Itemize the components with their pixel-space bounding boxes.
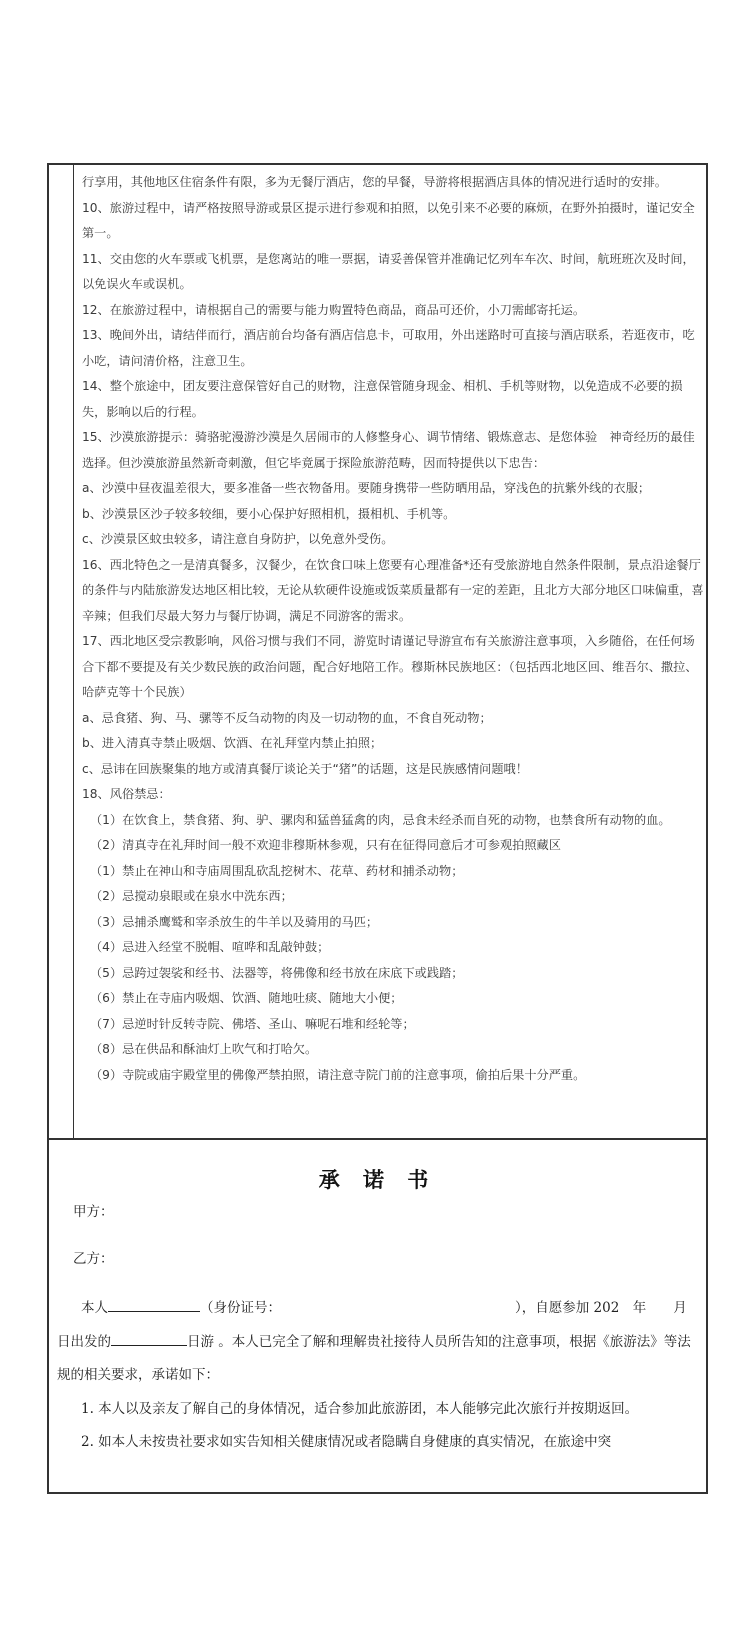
left-column: [49, 165, 74, 1138]
note-item: （3）忌捕杀鹰鹫和宰杀放生的牛羊以及骑用的马匹；: [90, 914, 379, 929]
note-item: （9）寺院或庙宇殿堂里的佛像严禁拍照，请注意寺院门前的注意事项，偷拍后果十分严重。: [90, 1067, 586, 1082]
note-item: 17、西北地区受宗教影响，风俗习惯与我们不同，游览时请谨记导游宣布有关旅游注意事项，入乡随俗，在任何场合下都不要提及有关少数民族的政治问题，配合好地陪工作。穆斯林民族地区：（包括西北地区回、维吾尔、撒拉、哈萨克等十个民族）: [82, 634, 698, 699]
pledge-statement: 日游 。本人已完全了解和理解贵社接待人员所告知的注意事项，根据《旅游法》等法规的相关要求，承诺如下：: [57, 1333, 691, 1383]
note-item: a、沙漠中昼夜温差很大，要多准备一些衣物备用。要随身携带一些防晒用品，穿浅色的抗紫外线的衣服；: [82, 481, 651, 495]
party-a-label: 甲方：: [73, 1204, 114, 1220]
pledge-body: [57, 1292, 702, 1460]
note-item: （7）忌逆时针反转寺院、佛塔、圣山、嘛呢石堆和经轮等；: [90, 1016, 415, 1031]
pledge-line-2: [57, 1326, 702, 1393]
notes-list: [82, 170, 704, 1088]
note-item: （8）忌在供品和酥油灯上吹气和打哈欠。: [90, 1042, 318, 1056]
note-item: 10、旅游过程中，请严格按照导游或景区提示进行参观和拍照，以免引来不必要的麻烦，在野外拍摄时，谨记安全第一。: [82, 200, 695, 240]
tour-blank[interactable]: [111, 1331, 187, 1346]
id-label: （身份证号：: [200, 1300, 281, 1316]
note-item: （2）忌搅动泉眼或在泉水中洗东西；: [90, 889, 293, 903]
note-item: b、进入清真寺禁止吸烟、饮酒、在礼拜堂内禁止拍照；: [82, 736, 383, 750]
note-item: a、忌食猪、狗、马、骡等不反刍动物的肉及一切动物的血，不食自死动物；: [82, 710, 492, 725]
note-item: （1）在饮食上，禁食猪、狗、驴、骡肉和猛兽猛禽的肉，忌食未经杀而自死的动物，也禁食所有动物的血。: [90, 812, 671, 827]
note-item: 15、沙漠旅游提示：骑骆驼漫游沙漠是久居闹市的人修整身心、调节情绪、锻炼意志、是您体验 神奇经历的最佳选择。但沙漠旅游虽然新奇刺激，但它毕竟属于探险旅游范畴，因而特提供以下忠告：: [82, 430, 695, 470]
note-item: c、忌讳在回族聚集的地方或清真餐厅谈论关于“猪”的话题，这是民族感情问题哦！: [82, 761, 528, 776]
note-item: 行享用，其他地区住宿条件有限，多为无餐厅酒店，您的早餐，导游将根据酒店具体的情况进行适时的安排。: [82, 175, 667, 189]
pledge-self-label: 本人: [81, 1300, 108, 1316]
name-blank[interactable]: [108, 1297, 200, 1312]
note-item: 18、风俗禁忌：: [82, 787, 171, 801]
pledge-title: 承 诺 书: [318, 1167, 437, 1192]
note-item: （4）忌进入经堂不脱帽、喧哗和乱敲钟鼓；: [90, 940, 330, 954]
depart-label: 日出发的: [57, 1333, 111, 1350]
note-item: （2）清真寺在礼拜时间一般不欢迎非穆斯林参观，只有在征得同意后才可参观拍照藏区: [90, 838, 561, 852]
date-label: ），自愿参加 202 年 月: [515, 1300, 687, 1316]
note-item: b、沙漠景区沙子较多较细，要小心保护好照相机，摄相机、手机等。: [82, 506, 456, 521]
note-item: （6）禁止在寺庙内吸烟、饮酒、随地吐痰、随地大小便；: [90, 991, 403, 1005]
notes-cell: [49, 165, 706, 1140]
note-item: 14、整个旅途中，团友要注意保管好自己的财物，注意保管随身现金、相机、手机等财物，以免造成不必要的损失，影响以后的行程。: [82, 379, 683, 419]
note-item: 13、晚间外出，请结伴而行，酒店前台均备有酒店信息卡，可取用，外出迷路时可直接与酒店联系，若逛夜市，吃小吃，请问清价格，注意卫生。: [82, 328, 695, 368]
pledge-section: [49, 1140, 706, 1492]
pledge-line-1: [57, 1292, 702, 1326]
pledge-item-1: 1. 本人以及亲友了解自己的身体情况，适合参加此旅游团，本人能够完此次旅行并按期返回。: [81, 1400, 639, 1417]
note-item: （5）忌跨过袈裟和经书、法器等，将佛像和经书放在床底下或践踏；: [90, 965, 464, 980]
note-item: （1）禁止在神山和寺庙周围乱砍乱挖树木、花草、药材和捕杀动物；: [90, 863, 464, 878]
note-item: 11、交由您的火车票或飞机票，是您离站的唯一票据，请妥善保管并准确记忆列车车次、时间，航班班次及时间，以免误火车或误机。: [82, 251, 695, 291]
note-item: c、沙漠景区蚊虫较多，请注意自身防护，以免意外受伤。: [82, 532, 394, 546]
party-b-label: 乙方：: [73, 1251, 114, 1267]
note-item: 12、在旅游过程中，请根据自己的需要与能力购置特色商品，商品可还价，小刀需邮寄托运。: [82, 302, 586, 317]
pledge-item-2: 2. 如本人未按贵社要求如实告知相关健康情况或者隐瞒自身健康的真实情况，在旅途中突: [81, 1434, 612, 1450]
note-item: 16、西北特色之一是清真餐多，汉餐少，在饮食口味上您要有心理准备*还有受旅游地自然条件限制，景点沿途餐厅的条件与内陆旅游发达地区相比较，无论从软硬件设施或饭菜质量都有一定的差距，且北方大部分地区口味偏重，喜辛辣；但我们尽最大努力与餐厅协调，满足不同游客的需求。: [82, 557, 704, 623]
document-table: [47, 163, 708, 1494]
